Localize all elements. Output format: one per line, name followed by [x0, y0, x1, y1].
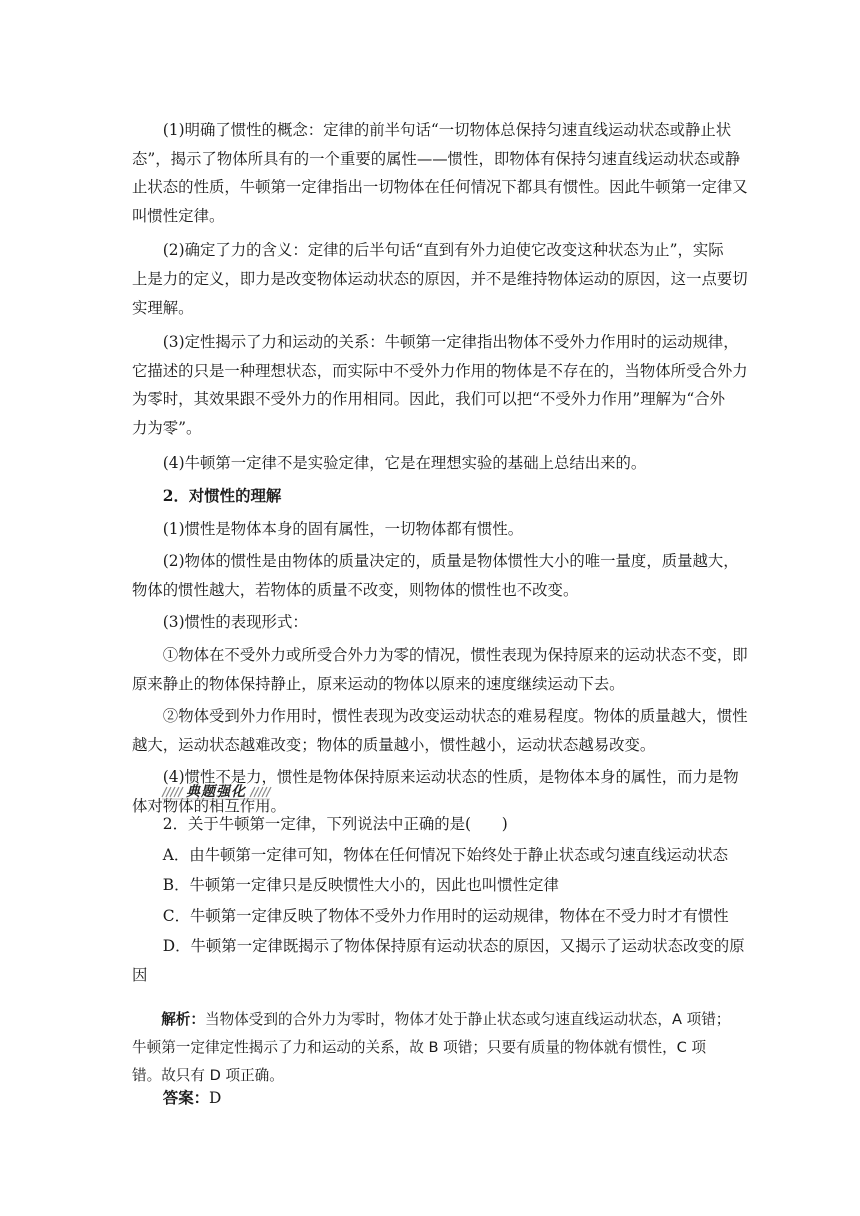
text-line: 体对物体的相互作用。 [132, 796, 286, 815]
option-c [132, 902, 730, 931]
text-line: (3)惯性的表现形式： [162, 613, 308, 632]
option-a [132, 841, 730, 870]
text-line: (2)确定了力的含义：定律的后半句话“直到有外力迫使它改变这种状态为止”，实际 [162, 241, 724, 260]
option-d [132, 932, 745, 989]
inertia-point-3 [132, 608, 730, 637]
law-point-4 [132, 449, 730, 478]
text-line: D．牛顿第一定律既揭示了物体保持原有运动状态的原因，又揭示了运动状态改变的原 [162, 937, 745, 956]
answer-value: D [208, 1089, 222, 1107]
text-line: 错。故只有 D 项正确。 [132, 1067, 284, 1084]
text-line: B．牛顿第一定律只是反映惯性大小的，因此也叫惯性定律 [162, 876, 559, 895]
inertia-point-3a [132, 641, 748, 698]
law-point-2 [132, 236, 748, 322]
text-line: (4)牛顿第一定律不是实验定律，它是在理想实验的基础上总结出来的。 [162, 453, 647, 472]
answer-line [132, 1084, 730, 1113]
law-point-1 [132, 116, 748, 230]
analysis-section [132, 1006, 730, 1090]
inertia-point-2 [132, 547, 739, 604]
option-b [132, 871, 730, 900]
question-section [132, 810, 745, 990]
question-stem: 2．关于牛顿第一定律，下列说法中正确的是( ) [162, 815, 508, 833]
text-line: ②物体受到外力作用时，惯性表现为改变运动状态的难易程度。物体的质量越大，惯性 [162, 707, 748, 726]
text-line: 态”，揭示了物体所具有的一个重要的属性——惯性，即物体有保持匀速直线运动状态或静 [132, 149, 741, 168]
text-line: C．牛顿第一定律反映了物体不受外力作用时的运动规律，物体在不受力时才有惯性 [162, 906, 729, 925]
analysis-label: 解析： [161, 1011, 205, 1028]
text-line: (2)物体的惯性是由物体的质量决定的，质量是物体惯性大小的唯一量度，质量越大， [162, 552, 739, 571]
text-line: A．由牛顿第一定律可知，物体在任何情况下始终处于静止状态或匀速直线运动状态 [162, 845, 728, 864]
inertia-section [132, 482, 748, 821]
text-line: 因 [132, 965, 148, 984]
text-line: (1)惯性是物体本身的固有属性，一切物体都有惯性。 [162, 519, 524, 538]
text-line: 它描述的只是一种理想状态，而实际中不受外力作用的物体是不存在的，当物体所受合外力 [132, 361, 748, 380]
text-line: 物体的惯性越大，若物体的质量不改变，则物体的惯性也不改变。 [132, 580, 579, 599]
text-line: 力为零”。 [132, 418, 202, 437]
text-line: 原来静止的物体保持静止，原来运动的物体以原来的速度继续运动下去。 [132, 674, 625, 693]
text-line: (4)惯性不是力，惯性是物体保持原来运动状态的性质，是物体本身的属性，而力是物 [162, 768, 739, 787]
text-line: 叫惯性定律。 [132, 206, 225, 225]
inertia-point-1 [132, 515, 730, 544]
text-line: ①物体在不受外力或所受合外力为零的情况，惯性表现为保持原来的运动状态不变，即 [162, 645, 748, 664]
text-line: 当物体受到的合外力为零时，物体才处于静止状态或匀速直线运动状态，A 项错； [204, 1011, 731, 1028]
text-line: (1)明确了惯性的概念：定律的前半句话“一切物体总保持匀速直线运动状态或静止状 [162, 121, 732, 139]
answer-section [132, 1084, 730, 1113]
text-line: 越大，运动状态越难改变；物体的质量越小，惯性越小，运动状态越易改变。 [132, 735, 656, 754]
text-line: 实理解。 [132, 298, 194, 317]
practice-banner [160, 780, 272, 804]
analysis-line [132, 1006, 730, 1034]
inertia-point-3b [132, 702, 748, 759]
text-line: 为零时，其效果跟不受外力的作用相同。因此，我们可以把“不受外力作用”理解为“合外 [132, 390, 726, 409]
text-line: (3)定性揭示了力和运动的关系：牛顿第一定律指出物体不受外力作用时的运动规律， [162, 333, 739, 352]
banner-label: 典题强化 [186, 784, 246, 800]
text-line: 止状态的性质，牛顿第一定律指出一切物体在任何情况下都具有惯性。因此牛顿第一定律又 [132, 178, 748, 197]
law-point-3 [132, 328, 748, 442]
text-line: 牛顿第一定律定性揭示了力和运动的关系，故 B 项错；只要有质量的物体就有惯性，C 项 [132, 1039, 707, 1056]
section-heading: 2．对惯性的理解 [162, 487, 282, 505]
law-points-section [132, 116, 748, 477]
text-line: 上是力的定义，即力是改变物体运动状态的原因，并不是维持物体运动的原因，这一点要切 [132, 269, 748, 288]
answer-label: 答案： [162, 1089, 209, 1107]
